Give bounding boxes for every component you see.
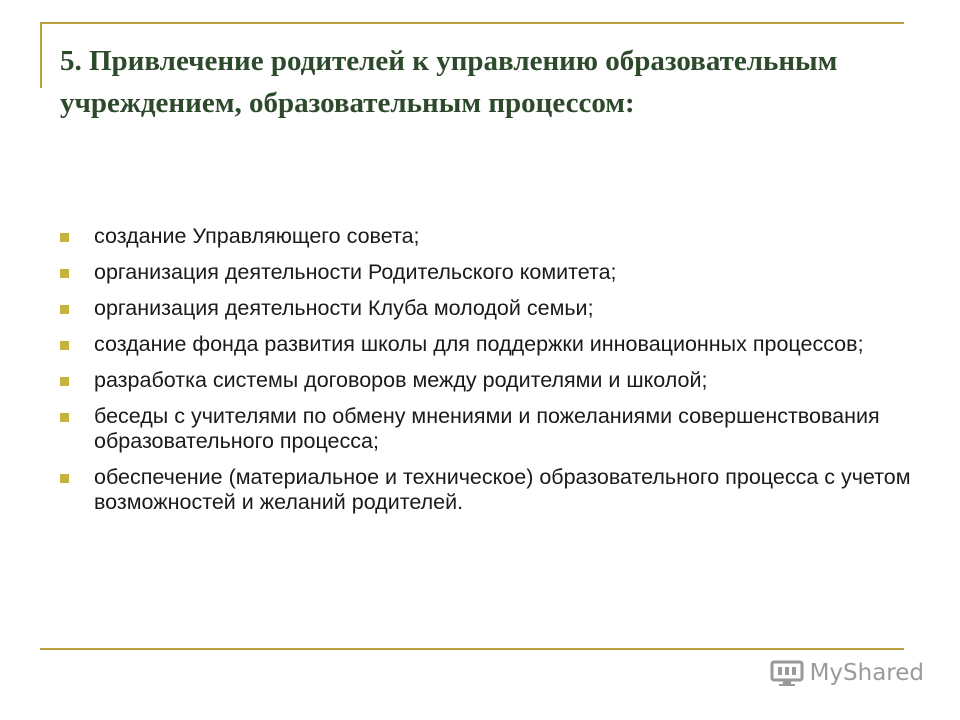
square-bullet-icon	[60, 377, 69, 386]
square-bullet-icon	[60, 341, 69, 350]
monitor-logo-icon	[770, 659, 804, 687]
list-item	[60, 224, 920, 249]
top-rule	[40, 22, 904, 24]
slide-title: 5. Привлечение родителей к управлению образовательным учреждением, образовательным процессом:	[60, 45, 838, 119]
square-bullet-icon	[60, 269, 69, 278]
bottom-rule	[40, 648, 904, 650]
bullet-text: создание Управляющего совета;	[94, 224, 420, 248]
square-bullet-icon	[60, 305, 69, 314]
square-bullet-icon	[60, 233, 69, 242]
list-item	[60, 404, 920, 454]
square-bullet-icon	[60, 474, 69, 483]
list-item	[60, 332, 920, 357]
bullet-text: разработка системы договоров между родителями и школой;	[94, 368, 708, 392]
list-item	[60, 465, 920, 515]
list-item	[60, 260, 920, 285]
square-bullet-icon	[60, 413, 69, 422]
bullet-text: организация деятельности Клуба молодой семьи;	[94, 296, 594, 320]
bullet-list	[60, 224, 920, 526]
watermark-text: MyShared	[809, 660, 924, 686]
list-item	[60, 296, 920, 321]
watermark	[770, 658, 924, 688]
bullet-text: обеспечение (материальное и техническое) образовательного процесса с учетом возможностей и желаний родителей.	[94, 465, 911, 514]
bullet-text: создание фонда развития школы для поддержки инновационных процессов;	[94, 332, 864, 356]
bullet-text: организация деятельности Родительского комитета;	[94, 260, 617, 284]
bullet-text: беседы с учителями по обмену мнениями и пожеланиями совершенствования образовательного процесса;	[94, 404, 880, 453]
list-item	[60, 368, 920, 393]
left-rule	[40, 22, 42, 88]
